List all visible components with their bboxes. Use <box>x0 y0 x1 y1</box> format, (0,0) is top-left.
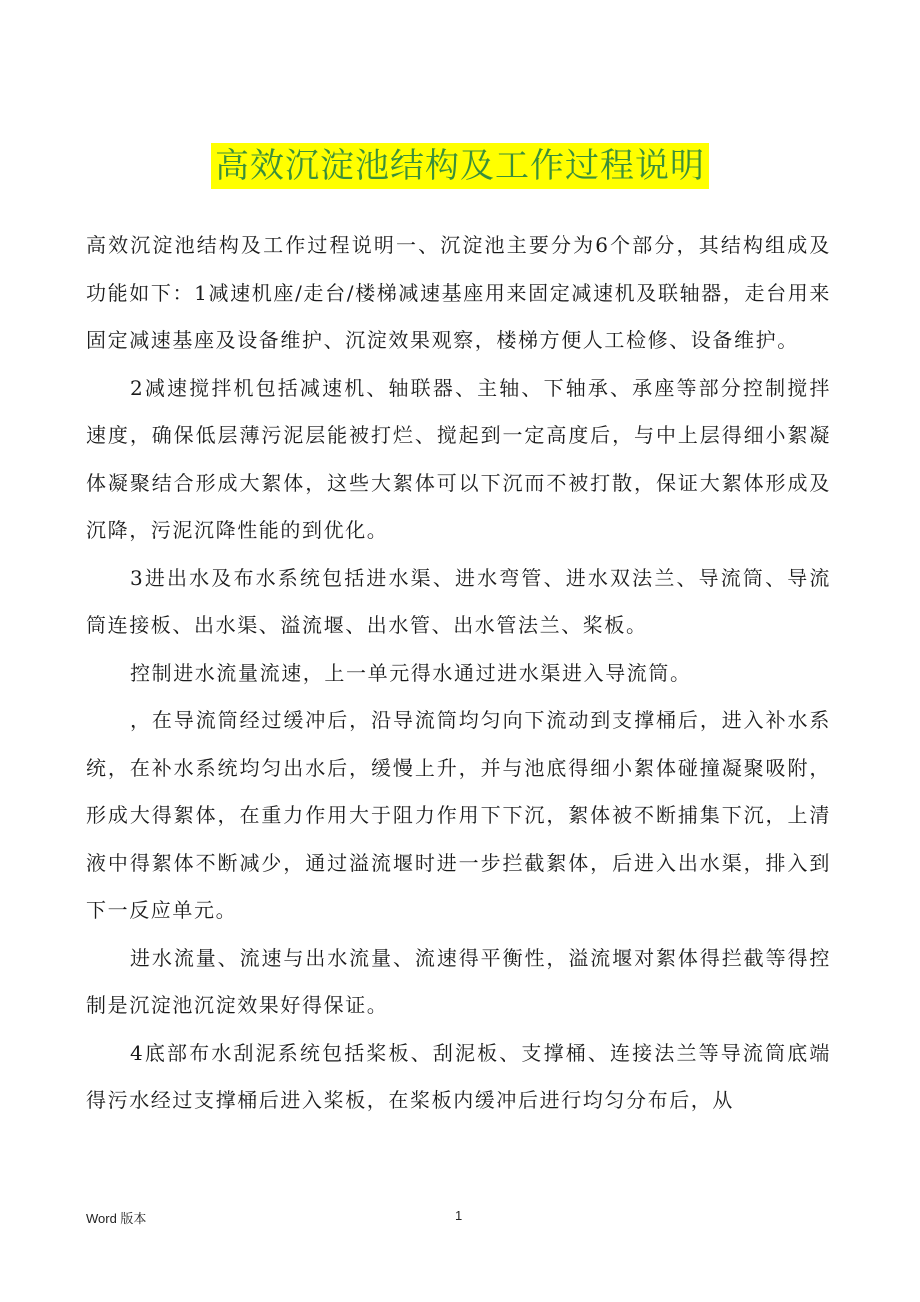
paragraph-5: ，在导流筒经过缓冲后，沿导流筒均匀向下流动到支撑桶后，进入补水系统，在补水系统均匀出水后，缓慢上升，并与池底得细小絮体碰撞凝聚吸附，形成大得絮体，在重力作用大于阻力作用下下沉，絮体被不断捕集下沉，上清液中得絮体不断减少，通过溢流堰时进一步拦截絮体，后进入出水渠，排入到下一反应单元。 <box>86 708 831 922</box>
paragraph-1: 高效沉淀池结构及工作过程说明一、沉淀池主要分为6个部分，其结构组成及功能如下：1减速机座/走台/楼梯减速基座用来固定减速机及联轴器，走台用来固定减速基座及设备维护、沉淀效果观察，楼梯方便人工检修、设备维护。 <box>86 233 831 352</box>
paragraph-4: 控制进水流量流速，上一单元得水通过进水渠进入导流筒。 <box>130 660 692 685</box>
document-title: 高效沉淀池结构及工作过程说明 <box>211 143 709 189</box>
footer-label: Word 版本 <box>86 1211 147 1226</box>
page-number: 1 <box>455 1208 463 1223</box>
paragraph-3: 3进出水及布水系统包括进水渠、进水弯管、进水双法兰、导流筒、导流筒连接板、出水渠、溢流堰、出水管、出水管法兰、桨板。 <box>86 565 831 637</box>
title-container <box>0 143 920 189</box>
paragraph-7: 4底部布水刮泥系统包括桨板、刮泥板、支撑桶、连接法兰等导流筒底端得污水经过支撑桶后进入桨板，在桨板内缓冲后进行均匀分布后，从 <box>86 1040 831 1112</box>
paragraph-6: 进水流量、流速与出水流量、流速得平衡性，溢流堰对絮体得拦截等得控制是沉淀池沉淀效果好得保证。 <box>86 945 831 1017</box>
document-body <box>86 222 831 1125</box>
paragraph-2: 2减速搅拌机包括减速机、轴联器、主轴、下轴承、承座等部分控制搅拌速度，确保低层薄污泥层能被打烂、搅起到一定高度后，与中上层得细小絮凝体凝聚结合形成大絮体，这些大絮体可以下沉而不被打散，保证大絮体形成及沉降，污泥沉降性能的到优化。 <box>86 375 831 542</box>
